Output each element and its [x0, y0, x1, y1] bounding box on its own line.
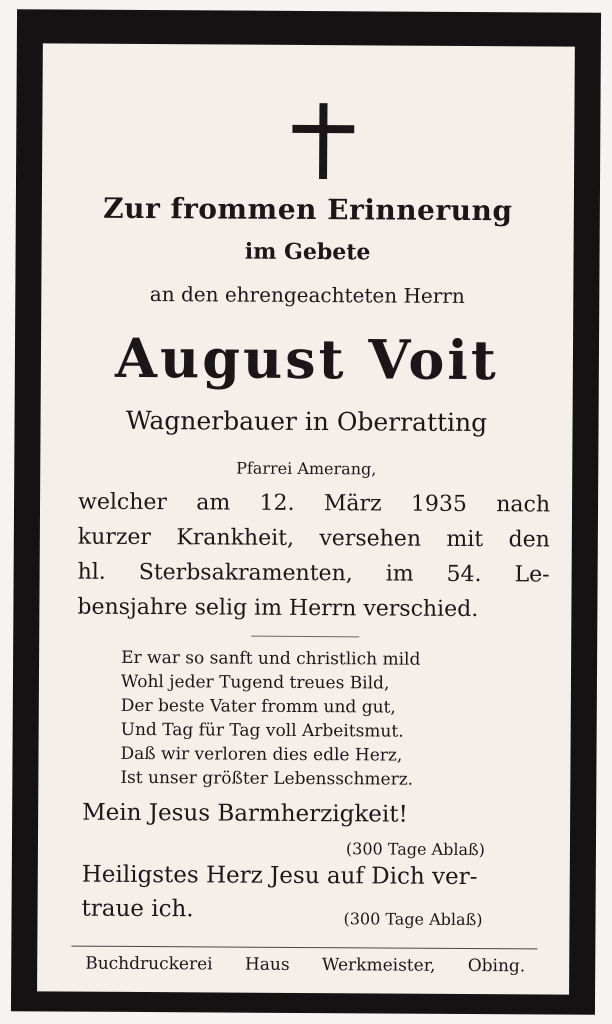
dedication: an den ehrengeachteten Herrn: [149, 282, 465, 308]
divider: [251, 636, 359, 638]
poem-line: Der beste Vater fromm und gut,: [120, 695, 396, 718]
prayer-2-line-1: Heiligstes Herz Jesu auf Dich ver-: [81, 861, 478, 891]
body-line: kurzer Krankheit, versehen mit den: [77, 524, 550, 553]
poem-line: Daß wir verloren dies edle Herz,: [120, 743, 403, 766]
memorial-card: [11, 9, 601, 1015]
occupation: Wagnerbauer in Oberratting: [125, 405, 488, 438]
body-line: welcher am 12. März 1935 nach: [77, 489, 551, 518]
subheading: im Gebete: [244, 238, 371, 266]
indulgence-note-2: (300 Tage Ablaß): [343, 909, 483, 930]
printer-credit: Buchdruckerei Haus Werkmeister, Obing.: [85, 953, 526, 977]
prayer-1: Mein Jesus Barmherzigkeit!: [82, 799, 408, 828]
card-paper: [37, 43, 575, 994]
poem-line: Ist unser größter Lebensschmerz.: [120, 767, 414, 790]
body-line: bensjahre selig im Herrn verschied.: [77, 594, 479, 623]
indulgence-note-1: (300 Tage Ablaß): [345, 839, 486, 860]
cross-icon: [292, 103, 354, 179]
parish: Pfarrei Amerang,: [236, 458, 377, 479]
body-line: hl. Sterbsakramenten, im 54. Le-: [77, 559, 550, 588]
poem-line: Wohl jeder Tugend treues Bild,: [120, 671, 390, 694]
footer-rule: [71, 946, 537, 950]
heading: Zur frommen Erinnerung: [103, 191, 513, 228]
prayer-2-line-2: traue ich.: [81, 895, 194, 923]
poem-line: Er war so sanft und christlich mild: [121, 647, 421, 670]
deceased-name: August Voit: [114, 325, 500, 393]
poem-line: Und Tag für Tag voll Arbeitsmut.: [120, 719, 404, 742]
